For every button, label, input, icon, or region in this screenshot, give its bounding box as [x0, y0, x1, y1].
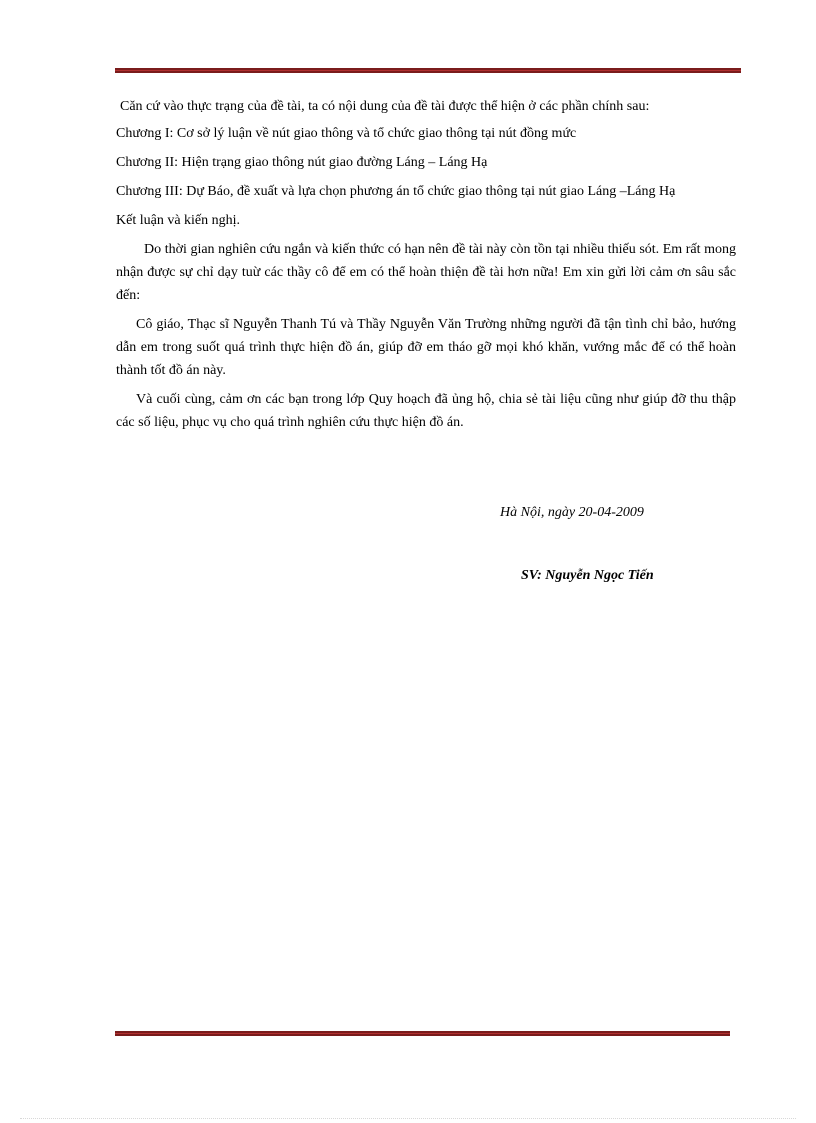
conclusion-line: Kết luận và kiến nghị.	[116, 213, 241, 228]
thanks-classmates-paragraph: Và cuối cùng, cảm ơn các bạn trong lớp Quy hoạch đã ủng hộ, chia sẻ tài liệu cũng như giúp đỡ thu thập các số liệu, phục vụ cho quá trình nghiên cứu thực hiện đồ án.	[116, 392, 736, 430]
document-body	[116, 95, 736, 434]
intro-paragraph: Căn cứ vào thực trạng của đề tài, ta có nội dung của đề tài được thể hiện ở các phần chính sau:	[120, 99, 650, 114]
chapter-1-line: Chương I: Cơ sở lý luận về nút giao thông và tổ chức giao thông tại nút đồng mức	[116, 126, 577, 141]
limitations-paragraph: Do thời gian nghiên cứu ngắn và kiến thức có hạn nên đề tài này còn tồn tại nhiều thiếu sót. Em rất mong nhận được sự chỉ dạy tuừ các thầy cô để em có thể hoàn thiện đề tài hơn nữa! Em xin gửi lời cảm ơn sâu sắc đến:	[116, 242, 736, 303]
header-rule	[115, 68, 741, 73]
date-line: Hà Nội, ngày 20-04-2009	[500, 505, 644, 520]
chapter-3-line: Chương III: Dự Báo, đề xuất và lựa chọn phương án tổ chức giao thông tại nút giao Láng –Láng Hạ	[116, 184, 676, 199]
chapter-2-line: Chương II: Hiện trạng giao thông nút giao đường Láng – Láng Hạ	[116, 155, 488, 170]
student-signature: SV: Nguyễn Ngọc Tiến	[521, 568, 654, 583]
footer-rule	[115, 1031, 730, 1036]
page-edge-divider	[20, 1118, 796, 1119]
thanks-supervisors-paragraph: Cô giáo, Thạc sĩ Nguyễn Thanh Tú và Thầy Nguyễn Văn Trường những người đã tận tình chỉ bảo, hướng dẫn em trong suốt quá trình thực hiện đồ án, giúp đỡ em tháo gỡ mọi khó khăn, vướng mắc để có thể hoàn thành tốt đồ án này.	[116, 317, 736, 378]
